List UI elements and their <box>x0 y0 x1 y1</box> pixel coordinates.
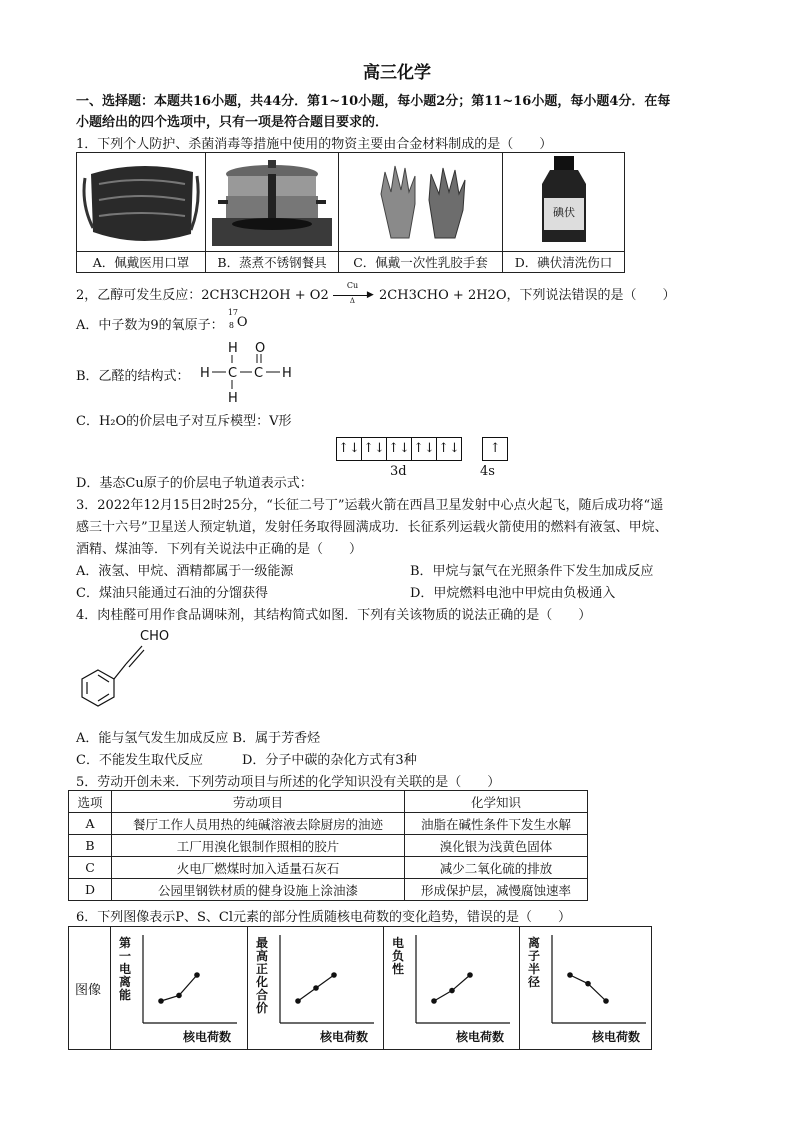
isotope-atomic-number: 8 <box>228 321 234 330</box>
data-point <box>176 993 182 999</box>
orbital-3d-boxes <box>336 437 462 461</box>
cho-label: CHO <box>140 629 170 644</box>
q6-graph-table <box>68 926 652 1050</box>
table-cell: 餐厅工作人员用热的纯碱溶液去除厨房的油迹 <box>112 813 405 835</box>
q1-image-pot <box>206 153 339 252</box>
y-axis-label-char: 第 <box>118 936 132 950</box>
isotope-symbol: O <box>236 315 248 330</box>
data-point <box>603 998 609 1004</box>
y-axis-label-char: 子 <box>527 949 541 963</box>
y-axis-label-char: 合 <box>255 988 269 1002</box>
q1-option-d: D．碘伏清洗伤口 <box>503 252 625 273</box>
y-axis-label-char: 高 <box>255 949 269 963</box>
y-axis-label-char: 离 <box>118 975 132 989</box>
q3-option-a: A．液氢、甲烷、酒精都属于一级能源 <box>76 564 294 579</box>
q6-row-label: 图像 <box>75 983 102 998</box>
y-axis-label-char: 半 <box>527 962 541 976</box>
y-axis-label-char: 能 <box>118 988 132 1002</box>
svg-text:H: H <box>282 366 292 381</box>
table-cell: 公园里钢铁材质的健身设施上涂油漆 <box>112 879 405 901</box>
orbital-box: ↑ <box>489 441 501 456</box>
table-header-cell: 选项 <box>69 791 112 813</box>
data-point <box>567 972 573 978</box>
data-point <box>431 998 437 1004</box>
acetaldehyde-structure <box>198 340 298 404</box>
orbital-label-3d: 3d <box>390 464 407 479</box>
data-point <box>331 972 337 978</box>
q2-stem-pre: 2，乙醇可发生反应：2CH <box>76 288 231 303</box>
orbital-box: ↑↓ <box>436 438 461 460</box>
data-point <box>194 972 200 978</box>
cinnamaldehyde-structure <box>76 624 186 720</box>
y-axis-label-char: 负 <box>391 949 405 963</box>
q6-stem: 6．下列图像表示P、S、Cl元素的部分性质随核电荷数的变化趋势，错误的是（ ） <box>76 910 572 925</box>
y-axis-label-char: 电 <box>391 936 405 950</box>
x-axis-label: 核电荷数 <box>591 1030 640 1044</box>
graph-max-valence <box>248 927 383 1049</box>
q1-stem: 1．下列个人防护、杀菌消毒等措施中使用的物资主要由合金材料制成的是（ ） <box>76 137 553 152</box>
x-axis-label: 核电荷数 <box>319 1030 368 1044</box>
q2-option-b-text: B．乙醛的结构式： <box>76 369 190 384</box>
q3-stem-line1: 3．2022年12月15日2时25分，“长征二号丁”运载火箭在西昌卫星发射中心点火起飞，随后成功将“遥 <box>76 498 664 513</box>
data-point <box>295 998 301 1004</box>
q1-option-b: B．蒸煮不锈钢餐具 <box>206 252 339 273</box>
q2-stem-post: 2CH3CHO + 2H2O，下列说法错误的是（ ） <box>379 288 676 303</box>
orbital-label-4s: 4s <box>480 464 495 479</box>
data-point <box>585 981 591 987</box>
orbital-diagram <box>336 437 508 461</box>
q1-image-mask <box>77 153 206 252</box>
q1-image-gloves <box>339 153 503 252</box>
y-axis-label-char: 正 <box>255 962 269 976</box>
y-axis-label-char: 离 <box>527 936 541 950</box>
y-axis-label-char: 价 <box>255 1001 269 1015</box>
arrow-shaft <box>333 295 371 296</box>
table-row <box>69 813 588 835</box>
q3-option-d: D．甲烷燃料电池中甲烷由负极通入 <box>410 586 616 601</box>
y-axis-label-char: 径 <box>527 975 541 989</box>
x-axis-label: 核电荷数 <box>182 1030 231 1044</box>
q4-option-c: C．不能发生取代反应 <box>76 753 203 768</box>
svg-text:H: H <box>200 366 210 381</box>
y-axis-label-char: 性 <box>391 962 405 976</box>
table-header-cell: 劳动项目 <box>112 791 405 813</box>
table-row <box>69 857 588 879</box>
q1-option-c: C．佩戴一次性乳胶手套 <box>339 252 503 273</box>
arrow-head-icon: ▶ <box>366 289 374 300</box>
section-instructions-line2: 小题给出的四个选项中，只有一项是符合题目要求的． <box>76 115 389 130</box>
steamer-pot-image <box>212 154 332 246</box>
svg-text:H: H <box>228 341 238 356</box>
q2-stem-eq: 3CH2OH + O2 <box>230 288 329 303</box>
iodine-bottle-image <box>514 154 614 246</box>
q5-table <box>68 790 588 901</box>
graph-ionic-radius <box>520 927 652 1049</box>
bottle-label-text: 碘伏 <box>552 206 575 219</box>
table-cell: 溴化银为浅黄色固体 <box>405 835 588 857</box>
table-cell: A <box>69 813 112 835</box>
q3-stem-line2: 感三十六号”卫星送人预定轨道，发射任务取得圆满成功．长征系列运载火箭使用的燃料有液氢、甲烷、 <box>76 520 668 535</box>
orbital-4s-boxes <box>482 437 508 461</box>
q2-heat: Δ <box>349 296 355 305</box>
svg-text:H: H <box>228 391 238 404</box>
svg-text:C: C <box>228 366 238 381</box>
table-cell: 减少二氧化硫的排放 <box>405 857 588 879</box>
graph-electronegativity <box>384 927 519 1049</box>
q4-option-d: D．分子中碳的杂化方式有3种 <box>242 753 417 768</box>
table-cell: 火电厂燃煤时加入适量石灰石 <box>112 857 405 879</box>
table-cell: D <box>69 879 112 901</box>
table-row <box>69 835 588 857</box>
mask-image <box>81 154 201 246</box>
q2-option-a-text: A．中子数为9的氧原子： <box>76 318 224 333</box>
q3-option-b: B．甲烷与氯气在光照条件下发生加成反应 <box>410 564 654 579</box>
graph-first-ionization <box>111 927 247 1049</box>
orbital-box: ↑↓ <box>361 438 386 460</box>
orbital-box: ↑↓ <box>411 438 436 460</box>
q2-catalyst: Cu <box>346 280 359 290</box>
x-axis-label: 核电荷数 <box>455 1030 504 1044</box>
y-axis-label-char: 化 <box>255 975 269 989</box>
data-point <box>158 998 164 1004</box>
q5-stem: 5．劳动开创未来．下列劳动项目与所述的化学知识没有关联的是（ ） <box>76 775 501 790</box>
oxygen-isotope <box>227 308 248 330</box>
section-instructions-line1: 一、选择题：本题共16小题，共44分．第1~10小题，每小题2分；第11~16小题，每小题4分．在每 <box>76 94 671 109</box>
q1-option-a: A．佩戴医用口罩 <box>77 252 206 273</box>
gloves-image <box>351 154 491 246</box>
table-cell: 工厂用溴化银制作照相的胶片 <box>112 835 405 857</box>
svg-text:C: C <box>254 366 264 381</box>
q3-stem-line3: 酒精、煤油等．下列有关说法中正确的是（ ） <box>76 542 363 557</box>
table-cell: B <box>69 835 112 857</box>
table-cell: 形成保护层，减慢腐蚀速率 <box>405 879 588 901</box>
q4-stem: 4．肉桂醛可用作食品调味剂，其结构简式如图．下列有关该物质的说法正确的是（ ） <box>76 608 592 623</box>
y-axis-label-char: 一 <box>118 949 132 963</box>
q1-image-table <box>76 152 625 273</box>
q4-option-ab: A．能与氢气发生加成反应 B．属于芳香烃 <box>76 731 321 746</box>
data-point <box>449 988 455 994</box>
orbital-box: ↑↓ <box>386 438 411 460</box>
svg-text:O: O <box>255 341 266 356</box>
trend-line <box>570 975 606 1001</box>
table-cell: C <box>69 857 112 879</box>
q2-option-c: C．H₂O的价层电子对互斥模型：V形 <box>76 414 292 429</box>
table-row <box>69 879 588 901</box>
q2-reaction-arrow <box>333 280 375 305</box>
q2-stem <box>76 280 676 305</box>
orbital-box: ↑↓ <box>338 441 360 456</box>
table-cell: 油脂在碱性条件下发生水解 <box>405 813 588 835</box>
q3-option-c: C．煤油只能通过石油的分馏获得 <box>76 586 268 601</box>
y-axis-label-char: 电 <box>118 962 132 976</box>
table-header-row <box>69 791 588 813</box>
y-axis-label-char: 最 <box>255 936 269 950</box>
page-title: 高三化学 <box>363 63 431 83</box>
data-point <box>467 972 473 978</box>
q2-option-a <box>76 308 248 333</box>
isotope-mass: 17 <box>227 308 238 317</box>
q2-option-d: D．基态Cu原子的价层电子轨道表示式： <box>76 476 313 491</box>
q1-image-bottle <box>503 153 625 252</box>
data-point <box>313 985 319 991</box>
table-header-cell: 化学知识 <box>405 791 588 813</box>
